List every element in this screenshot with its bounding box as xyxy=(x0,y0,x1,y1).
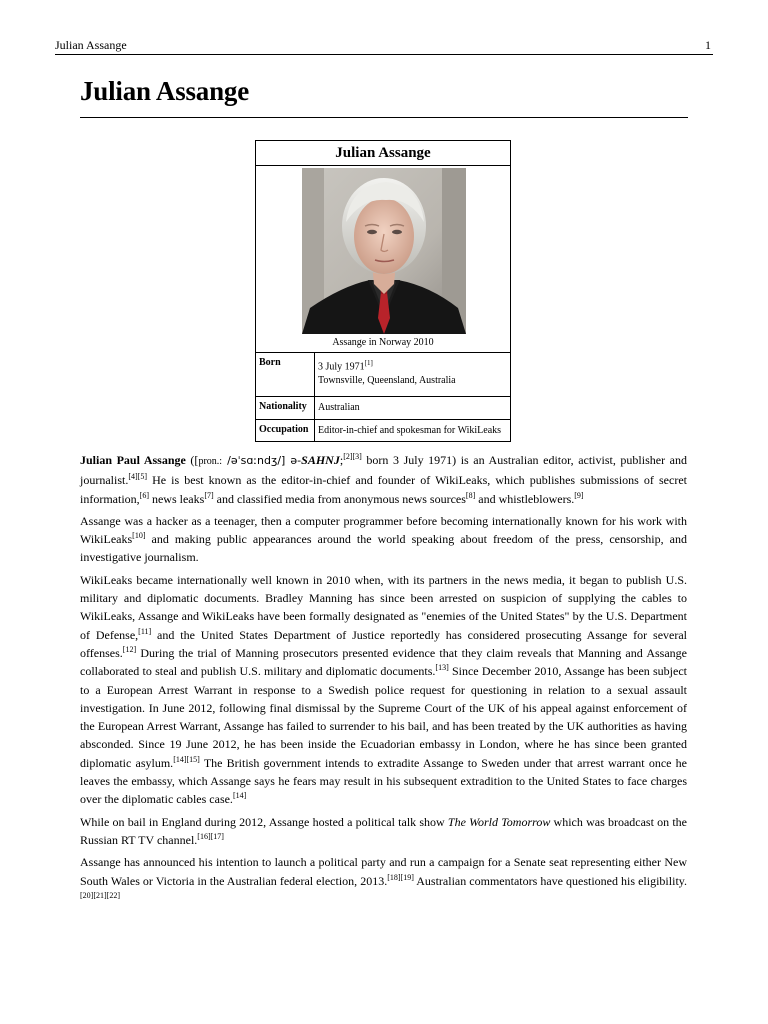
citation[interactable]: [4][5] xyxy=(128,472,147,482)
citation[interactable]: [13] xyxy=(435,663,449,673)
citation[interactable]: [14][15] xyxy=(173,754,200,764)
paragraph: WikiLeaks became internationally well known in 2010 when, with its partners in the news media, it began to publish U.S. military and diplomatic documents. Bradley Manning has since been arrested on suspicion of supplying the cables to WikiLeaks, Assange and WikiLeaks have been formally designated as "enemies of the United States" by the U.S. Department of Defense,[11] and the United States Department of Justice reportedly has considered prosecuting Assange for several offenses.[12] During the trial of Manning prosecutors presented evidence that they claim reveals that Manning and Assange collaborated to steal and publish U.S. military and diplomatic documents.[13] Since December 2010, Assange has been subject to a European Arrest Warrant in response to a Swedish police request for questioning in relation to a sexual assault investigation. In June 2012, following final dismissal by the Supreme Court of the UK of his appeal against enforcement of the European Arrest Warrant, Assange has failed to surrender to his bail, and has been treated by the UK authorities as having absconded. Since 19 June 2012, he has been inside the Ecuadorian embassy in London, where he has since been granted diplomatic asylum.[14][15] The British government intends to extradite Assange to Sweden under that arrest warrant once he leaves the embassy, which Assange says he fears may result in his subsequent extradition to the United States to face charges over the diplomatic cables case.[14] xyxy=(80,572,687,807)
infobox-value: Australian xyxy=(318,402,360,413)
citation[interactable]: [2][3] xyxy=(343,452,362,461)
infobox-label: Born xyxy=(259,357,281,368)
citation[interactable]: [18][19] xyxy=(387,872,414,882)
infobox-divider xyxy=(314,353,315,397)
birth-date: 3 July 1971 xyxy=(318,361,365,373)
paragraph: Assange was a hacker as a teenager, then a computer programmer before becoming internationally known for his work with WikiLeaks[10] and making public appearances around the world speaking about freedom of the press, censorship, and investigative journalism. xyxy=(80,513,687,565)
paragraph: Assange has announced his intention to launch a political party and run a campaign for a Senate seat representing either New South Wales or Victoria in the Australian federal election, 2013.[18][19] Australian commentators have questioned his eligibility.[20][21][22] xyxy=(80,855,687,900)
photo-caption: Assange in Norway 2010 xyxy=(332,337,434,348)
citation[interactable]: [9] xyxy=(574,490,584,500)
infobox-divider xyxy=(314,420,315,442)
infobox xyxy=(255,140,511,442)
respelling: SAHNJ xyxy=(301,453,340,467)
infobox-value: Editor-in-chief and spokesman for WikiLeaks xyxy=(318,425,502,436)
running-title: Julian Assange xyxy=(55,38,127,52)
citation[interactable]: [20][21][22] xyxy=(80,890,120,900)
citation[interactable]: [6] xyxy=(139,490,149,500)
infobox-divider xyxy=(314,397,315,420)
citation[interactable]: [1] xyxy=(364,359,373,367)
infobox-row-nationality xyxy=(256,396,510,420)
infobox-label: Occupation xyxy=(259,424,309,435)
portrait-photo xyxy=(302,168,466,334)
infobox-row-occupation xyxy=(256,419,510,442)
infobox-label: Nationality xyxy=(259,401,307,412)
infobox-title: Julian Assange xyxy=(256,141,510,166)
citation[interactable]: [14] xyxy=(232,791,247,801)
ipa-text: /əˈsɑːndʒ/] ə- xyxy=(222,454,302,467)
pronunciation-link[interactable]: pron.: xyxy=(198,456,223,467)
citation[interactable]: [11] xyxy=(138,626,152,636)
title-rule xyxy=(80,117,688,118)
show-title: The World Tomorrow xyxy=(447,814,551,829)
citation[interactable]: [12] xyxy=(122,644,137,654)
infobox-row-born xyxy=(256,352,510,397)
paragraph: While on bail in England during 2012, Assange hosted a political talk show The World Tomorrow which was broadcast on the Russian RT TV channel.[16][17] xyxy=(80,814,687,847)
article-body xyxy=(80,451,687,912)
subject-name: Julian Paul Assange xyxy=(80,453,186,467)
page-number: 1 xyxy=(705,38,711,52)
citation[interactable]: [10] xyxy=(132,531,146,541)
page-title: Julian Assange xyxy=(80,76,250,106)
birth-place: Townsville, Queensland, Australia xyxy=(318,375,456,387)
citation[interactable]: [8] xyxy=(465,490,476,500)
infobox-value xyxy=(318,356,456,388)
running-header xyxy=(55,38,713,55)
citation[interactable]: [16][17] xyxy=(197,831,224,841)
citation[interactable]: [7] xyxy=(204,490,214,500)
paragraph: Julian Paul Assange ([pron.: /əˈsɑːndʒ/] ə-SAHNJ;[2][3] born 3 July 1971) is an Australian editor, activist, publisher and journalist.[4][5] He is best known as the editor-in-chief and founder of WikiLeaks, which publishes submissions of secret information,[6] news leaks[7] and classified media from anonymous news sources[8] and whistleblowers.[9] xyxy=(80,452,687,506)
